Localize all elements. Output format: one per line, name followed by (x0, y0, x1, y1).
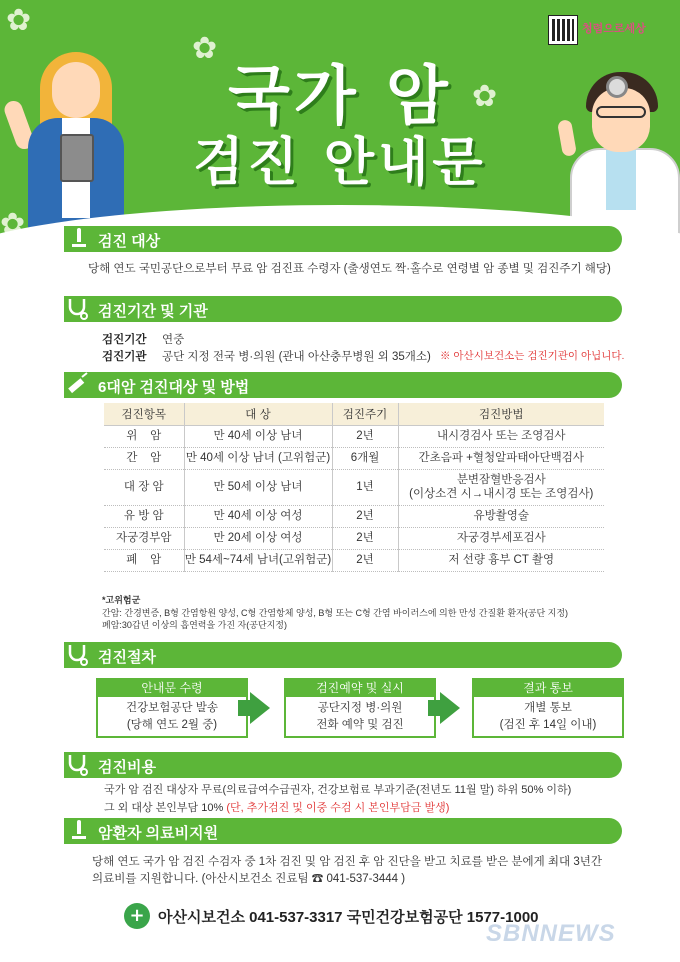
table-cell: 저 선량 흉부 CT 촬영 (398, 549, 604, 571)
method-line: (이상소견 시→내시경 또는 조영검사) (409, 488, 594, 500)
title-line-1: 국가 암 (228, 60, 452, 134)
cost-line-2 (104, 799, 449, 815)
section-bar-support (64, 818, 622, 844)
table-row (104, 505, 604, 527)
section-title: 검진비용 (98, 759, 156, 776)
head-mirror-icon (606, 76, 628, 98)
arrow-right-icon (440, 692, 460, 724)
table-cell: 만 20세 이상 여성 (184, 527, 332, 549)
method-line: 분변잠혈반응검사 (456, 474, 546, 486)
section-bar-cost (64, 752, 622, 778)
clipboard-icon (60, 134, 94, 182)
period-label: 검진기간 (102, 334, 147, 346)
syringe-icon (64, 372, 90, 398)
flower-icon: ✿ (0, 207, 26, 240)
table-cell: 만 50세 이상 남녀 (184, 469, 332, 505)
hero-banner (0, 0, 680, 240)
table-cell: 만 40세 이상 남녀 (고위험군) (184, 447, 332, 469)
table-cell: 만 54세~74세 남녀(고위험군) (184, 549, 332, 571)
table-cell: 2년 (332, 527, 398, 549)
section-bar-procedure (64, 642, 622, 668)
table-cell: 유방촬영술 (398, 505, 604, 527)
step-line: 개별 통보 (524, 702, 572, 714)
integrity-logo: 청렴으로세상 (582, 22, 646, 35)
woman-face (52, 62, 100, 118)
table-row (104, 447, 604, 469)
stethoscope-icon (64, 642, 90, 668)
table-cell: 내시경검사 또는 조영검사 (398, 425, 604, 447)
procedure-step-3 (472, 678, 624, 738)
watermark: SBNNEWS (486, 920, 616, 947)
section-bar-target (64, 226, 622, 252)
table-cell-method (398, 469, 604, 505)
table-row (104, 527, 604, 549)
stethoscope-icon (64, 752, 90, 778)
table-cell: 자궁경부암 (104, 527, 184, 549)
microscope-icon (66, 818, 92, 844)
table-cell: 간 암 (104, 447, 184, 469)
table-cell: 2년 (332, 425, 398, 447)
doctor-face (592, 88, 650, 152)
org-value: 공단 지정 전국 병·의원 (관내 아산충무병원 외 35개소) (162, 351, 431, 363)
health-center-logo-icon: + (124, 903, 150, 929)
table-header: 검진방법 (398, 403, 604, 425)
title-line-2: 검진 안내문 (193, 133, 487, 193)
high-risk-note-title: *고위험군 (102, 595, 141, 605)
cost-line-1: 국가 암 검진 대상자 무료(의료급여수급권자, 건강보험료 부과기준(전년도 11월 말) 하위 50% 이하) (104, 784, 572, 796)
flower-icon: ✿ (6, 3, 32, 38)
qr-code-icon (549, 16, 577, 44)
section-title: 암환자 의료비지원 (98, 825, 219, 842)
org-note: ※ 아산시보건소는 검진기관이 아닙니다. (440, 350, 625, 362)
high-risk-note-liver: 간암: 간경변증, B형 간염항원 양성, C형 간염항체 양성, B형 또는 C형 간염 바이러스에 의한 만성 간질환 환자(공단 지정) (102, 608, 569, 618)
step-head: 결과 통보 (474, 680, 622, 697)
support-line-2: 의료비를 지원합니다. (아산시보건소 진료팀 ☎ 041-537-3444 ) (92, 873, 406, 885)
table-cell: 2년 (332, 505, 398, 527)
table-cell: 2년 (332, 549, 398, 571)
table-header: 검진항목 (104, 403, 184, 425)
arrow-right-icon (250, 692, 270, 724)
table-cell: 간초음파 +혈청알파태아단백검사 (398, 447, 604, 469)
support-line-1: 당해 연도 국가 암 검진 수검자 중 1차 검진 및 암 검진 후 암 진단을 받고 치료를 받은 분에게 최대 3년간 (92, 856, 602, 868)
section-title: 6대암 검진대상 및 방법 (98, 379, 250, 396)
step-head: 검진예약 및 실시 (286, 680, 434, 697)
section-title: 검진절차 (98, 649, 156, 666)
step-line: (검진 후 14일 이내) (499, 719, 597, 731)
section-title: 검진기간 및 기관 (98, 303, 208, 320)
flower-icon: ✿ (192, 31, 218, 66)
table-cell: 만 40세 이상 남녀 (184, 425, 332, 447)
stethoscope-icon (64, 296, 90, 322)
org-label: 검진기관 (102, 351, 147, 363)
table-header: 검진주기 (332, 403, 398, 425)
step-line: 전화 예약 및 검진 (316, 719, 404, 731)
high-risk-note-lung: 폐암:30갑년 이상의 흡연력을 가진 자(공단지정) (102, 620, 288, 630)
procedure-step-1 (96, 678, 248, 738)
table-cell: 만 40세 이상 여성 (184, 505, 332, 527)
target-text: 당해 연도 국민공단으로부터 무료 암 검진표 수령자 (출생연도 짝·홀수로 연령별 암 종별 및 검진주기 해당) (88, 263, 611, 275)
table-row (104, 469, 604, 505)
section-bar-six-cancer (64, 372, 622, 398)
table-cell: 대 장 암 (104, 469, 184, 505)
table-cell: 유 방 암 (104, 505, 184, 527)
doctor-shirt (606, 150, 636, 210)
table-row (104, 549, 604, 571)
table-cell: 자궁경부세포검사 (398, 527, 604, 549)
step-line: 건강보험공단 발송 (125, 702, 219, 714)
glasses-icon (596, 106, 646, 118)
procedure-step-2 (284, 678, 436, 738)
footer-contacts: 아산시보건소 041-537-3317 국민건강보험공단 1577-1000 (158, 909, 539, 926)
step-line: 공단지정 병·의원 (317, 702, 403, 714)
table-row (104, 425, 604, 447)
step-head: 안내문 수령 (98, 680, 246, 697)
flower-icon: ✿ (472, 79, 498, 114)
period-value: 연중 (162, 334, 185, 346)
table-header: 대 상 (184, 403, 332, 425)
table-cell: 1년 (332, 469, 398, 505)
cancer-screening-table (104, 403, 604, 572)
table-header-row (104, 403, 604, 425)
section-title: 검진 대상 (98, 233, 161, 250)
step-line: (당해 연도 2월 중) (126, 719, 218, 731)
microscope-icon (66, 226, 92, 252)
cost-prefix: 그 외 대상 본인부담 10% (104, 802, 224, 814)
table-cell: 폐 암 (104, 549, 184, 571)
table-cell: 6개월 (332, 447, 398, 469)
cost-note: (단, 추가검진 및 이중 수검 시 본인부담금 발생) (226, 802, 450, 814)
table-cell: 위 암 (104, 425, 184, 447)
section-bar-period (64, 296, 622, 322)
